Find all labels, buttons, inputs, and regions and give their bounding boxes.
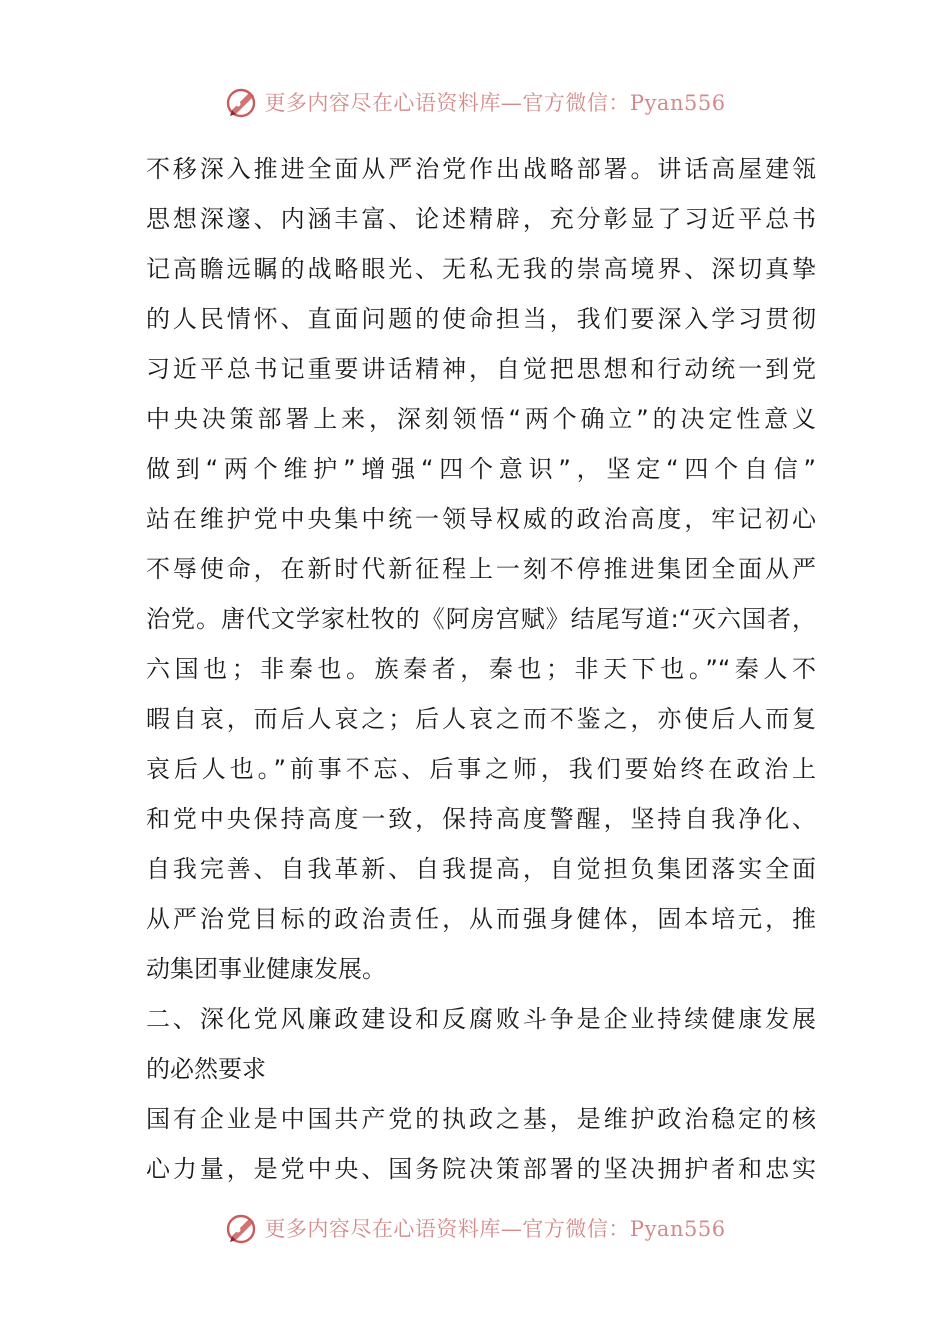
text-line: 站在维护党中央集中统一领导权威的政治高度，牢记初心 <box>146 505 816 533</box>
text-line: 动集团事业健康发展。 <box>146 955 386 983</box>
text-line: 的人民情怀、直面问题的使命担当，我们要深入学习贯彻 <box>146 305 816 333</box>
text-line: 记高瞻远瞩的战略眼光、无私无我的崇高境界、深切真挚 <box>146 255 816 283</box>
text-line: 心力量，是党中央、国务院决策部署的坚决拥护者和忠实 <box>146 1155 816 1183</box>
text-line: 思想深邃、内涵丰富、论述精辟，充分彰显了习近平总书 <box>146 205 816 233</box>
text-line: 治党。唐代文学家杜牧的《阿房宫赋》结尾写道:“灭六国者， <box>146 605 816 633</box>
pen-circle-logo-icon <box>224 84 260 120</box>
text-line: 不移深入推进全面从严治党作出战略部署。讲话高屋建瓴 <box>146 155 816 183</box>
text-line: 做到“两个维护”增强“四个意识”，坚定“四个自信” <box>146 455 816 483</box>
text-line: 国有企业是中国共产党的执政之基，是维护政治稳定的核 <box>146 1105 816 1133</box>
watermark-text: 更多内容尽在心语资料库—官方微信：Pyan556 <box>264 1217 726 1241</box>
text-line: 中央决策部署上来，深刻领悟“两个确立”的决定性意义 <box>146 405 816 433</box>
text-line: 自我完善、自我革新、自我提高，自觉担负集团落实全面 <box>146 855 816 883</box>
section-heading-line: 二、深化党风廉政建设和反腐败斗争是企业持续健康发展 <box>146 1005 816 1033</box>
body-text <box>146 144 816 1194</box>
text-line: 习近平总书记重要讲话精神，自觉把思想和行动统一到党 <box>146 355 816 383</box>
text-line: 从严治党目标的政治责任，从而强身健体，固本培元，推 <box>146 905 816 933</box>
watermark-text: 更多内容尽在心语资料库—官方微信：Pyan556 <box>264 91 726 115</box>
section-heading-line: 的必然要求 <box>146 1055 266 1083</box>
text-line: 和党中央保持高度一致，保持高度警醒，坚持自我净化、 <box>146 805 816 833</box>
footer-watermark <box>0 1208 950 1248</box>
text-line: 哀后人也。”前事不忘、后事之师，我们要始终在政治上 <box>146 755 816 783</box>
header-watermark <box>0 82 950 122</box>
pen-circle-logo-icon <box>224 1210 260 1246</box>
text-line: 不辱使命，在新时代新征程上一刻不停推进集团全面从严 <box>146 555 816 583</box>
text-line: 暇自哀，而后人哀之；后人哀之而不鉴之，亦使后人而复 <box>146 705 816 733</box>
text-line: 六国也；非秦也。族秦者，秦也；非天下也。”“秦人不 <box>146 655 816 683</box>
